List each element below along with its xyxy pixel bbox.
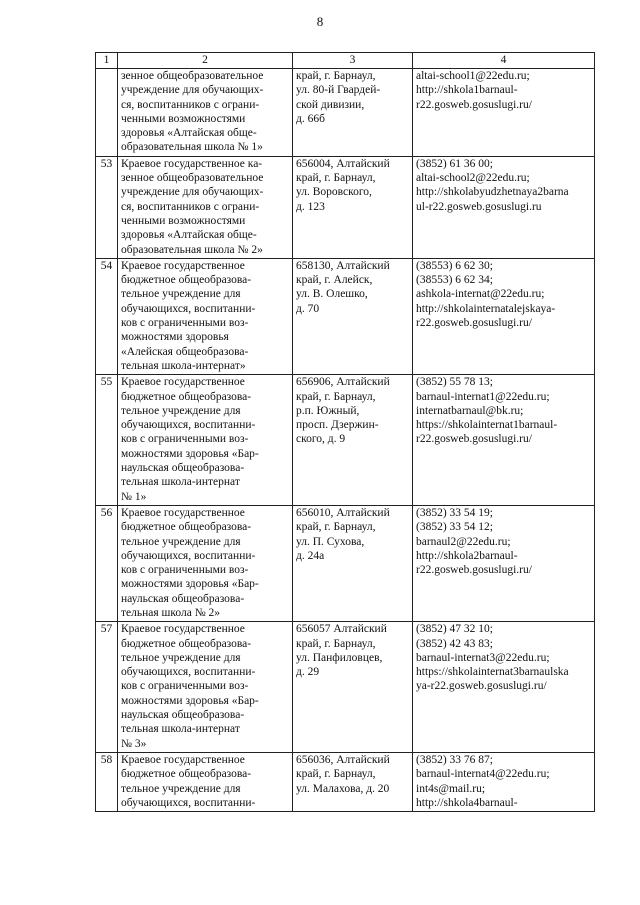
address-line: 658130, Алтайский (296, 259, 390, 272)
name-line: ченными возможностями (121, 214, 246, 227)
page-number: 8 (316, 14, 324, 29)
address-cell (293, 258, 413, 374)
address-line: ул. В. Олешко, (296, 288, 368, 301)
name-line: тельное учреждение для (121, 535, 241, 548)
contact-line: ul-r22.gosweb.gosuslugi.ru (416, 200, 542, 213)
contact-line: http://shkola4barnaul- (416, 796, 518, 809)
contact-line: barnaul2@22edu.ru; (416, 535, 511, 548)
name-line: зенное общеобразовательное (121, 172, 264, 185)
contacts-cell (413, 156, 595, 258)
name-line: Краевое государственное (121, 259, 245, 272)
institution-name-cell (118, 505, 293, 621)
institution-name-cell (118, 258, 293, 374)
contact-line: http://shkola2barnaul- (416, 549, 518, 562)
name-line: можностями здоровья «Бар- (121, 447, 259, 460)
table-row (96, 505, 595, 621)
table-row (96, 375, 595, 506)
row-number: 57 (96, 622, 118, 753)
address-line: край, г. Барнаул, (296, 172, 376, 185)
address-line: д. 66б (296, 112, 325, 125)
address-line: край, г. Барнаул, (296, 390, 376, 403)
table-row (96, 258, 595, 374)
institution-name-cell (118, 156, 293, 258)
address-line: ул. Панфиловцев, (296, 651, 383, 664)
contact-line: barnaul-internat3@22edu.ru; (416, 651, 550, 664)
name-line: № 1» (121, 490, 147, 503)
contact-line: ashkola-internat@22edu.ru; (416, 288, 545, 301)
address-line: край, г. Барнаул, (296, 768, 376, 781)
address-line: просп. Дзержин- (296, 419, 379, 432)
table-row (96, 69, 595, 157)
contact-line: r22.gosweb.gosuslugi.ru/ (416, 317, 532, 330)
name-line: ченными возможностями (121, 112, 246, 125)
name-line: ков с ограниченными воз- (121, 564, 249, 577)
contacts-cell (413, 752, 595, 811)
table-row (96, 622, 595, 753)
address-line: 656036, Алтайский (296, 753, 390, 766)
contacts-cell (413, 375, 595, 506)
name-line: № 3» (121, 737, 147, 750)
name-line: тельная школа-интернат» (121, 359, 246, 372)
name-line: обучающихся, воспитанни- (121, 302, 256, 315)
name-line: обучающихся, воспитанни- (121, 419, 256, 432)
table-header-row (96, 53, 595, 69)
institutions-table (95, 52, 595, 812)
contact-line: r22.gosweb.gosuslugi.ru/ (416, 98, 532, 111)
contact-line: barnaul-internat4@22edu.ru; (416, 768, 550, 781)
contact-line: altai-school1@22edu.ru; (416, 70, 530, 82)
address-line: ул. П. Сухова, (296, 535, 365, 548)
address-line: 656906, Алтайский (296, 376, 390, 389)
institution-name-cell (118, 752, 293, 811)
contact-line: r22.gosweb.gosuslugi.ru/ (416, 564, 532, 577)
contact-line: (3852) 42 43 83; (416, 637, 493, 650)
address-cell (293, 156, 413, 258)
name-line: наульская общеобразова- (121, 709, 245, 722)
contact-line: (3852) 47 32 10; (416, 623, 493, 636)
contact-line: http://shkolainternatalejskaya- (416, 302, 556, 315)
contact-line: (38553) 6 62 34; (416, 274, 493, 287)
address-line: край, г. Барнаул, (296, 521, 376, 534)
name-line: образовательная школа № 1» (121, 141, 263, 154)
name-line: Краевое государственное ка- (121, 157, 263, 170)
name-line: бюджетное общеобразова- (121, 274, 252, 287)
address-cell (293, 622, 413, 753)
address-line: д. 123 (296, 200, 325, 213)
contact-line: int4s@mail.ru; (416, 782, 486, 795)
address-line: д. 24а (296, 549, 325, 562)
row-number: 53 (96, 156, 118, 258)
name-line: Краевое государственное (121, 376, 245, 389)
contact-line: http://shkolabyudzhetnaya2barna (416, 186, 569, 199)
address-line: д. 70 (296, 302, 320, 315)
contact-line: (3852) 55 78 13; (416, 376, 493, 389)
name-line: тельная школа-интернат (121, 723, 240, 736)
institution-name-cell (118, 375, 293, 506)
column-header-3: 3 (293, 53, 413, 69)
name-line: бюджетное общеобразова- (121, 521, 252, 534)
name-line: тельное учреждение для (121, 404, 241, 417)
address-cell (293, 375, 413, 506)
name-line: наульская общеобразова- (121, 462, 245, 475)
address-line: ского, д. 9 (296, 433, 346, 446)
name-line: здоровья «Алтайская обще- (121, 127, 257, 140)
address-line: край, г. Барнаул, (296, 637, 376, 650)
address-line: край, г. Барнаул, (296, 70, 376, 82)
name-line: ся, воспитанников с ограни- (121, 200, 260, 213)
name-line: учреждение для обучающих- (121, 186, 264, 199)
name-line: тельное учреждение для (121, 782, 241, 795)
name-line: здоровья «Алтайская обще- (121, 229, 257, 242)
name-line: ков с ограниченными воз- (121, 680, 249, 693)
name-line: «Алейская общеобразова- (121, 345, 249, 358)
contacts-cell (413, 505, 595, 621)
table-row (96, 752, 595, 811)
contacts-cell (413, 69, 595, 157)
name-line: можностями здоровья «Бар- (121, 694, 259, 707)
contact-line: (3852) 61 36 00; (416, 157, 493, 170)
row-number (96, 69, 118, 157)
contact-line: ya-r22.gosweb.gosuslugi.ru/ (416, 680, 547, 693)
contact-line: (38553) 6 62 30; (416, 259, 493, 272)
column-header-2: 2 (118, 53, 293, 69)
name-line: тельное учреждение для (121, 651, 241, 664)
row-number: 58 (96, 752, 118, 811)
address-line: д. 29 (296, 666, 320, 679)
contact-line: https://shkolainternat1barnaul- (416, 419, 558, 432)
name-line: Краевое государственное (121, 623, 245, 636)
name-line: учреждение для обучающих- (121, 84, 264, 97)
name-line: наульская общеобразова- (121, 592, 245, 605)
address-line: 656057 Алтайский (296, 623, 387, 636)
contact-line: altai-school2@22edu.ru; (416, 172, 530, 185)
contacts-cell (413, 622, 595, 753)
contact-line: (3852) 33 76 87; (416, 753, 493, 766)
name-line: тельная школа-интернат (121, 476, 240, 489)
contacts-cell (413, 258, 595, 374)
address-line: ул. Воровского, (296, 186, 372, 199)
address-line: 656010, Алтайский (296, 506, 390, 519)
contact-line: internatbarnaul@bk.ru; (416, 404, 524, 417)
address-line: р.п. Южный, (296, 404, 360, 417)
address-line: край, г. Алейск, (296, 274, 373, 287)
name-line: можностями здоровья «Бар- (121, 578, 259, 591)
contact-line: http://shkola1barnaul- (416, 84, 518, 97)
address-line: ул. Малахова, д. 20 (296, 782, 390, 795)
name-line: ков с ограниченными воз- (121, 433, 249, 446)
column-header-1: 1 (96, 53, 118, 69)
row-number: 54 (96, 258, 118, 374)
table-row (96, 156, 595, 258)
name-line: можностями здоровья (121, 331, 229, 344)
name-line: бюджетное общеобразова- (121, 637, 252, 650)
name-line: бюджетное общеобразова- (121, 390, 252, 403)
name-line: обучающихся, воспитанни- (121, 666, 256, 679)
row-number: 56 (96, 505, 118, 621)
column-header-4: 4 (413, 53, 595, 69)
name-line: Краевое государственное (121, 753, 245, 766)
contact-line: https://shkolainternat3barnaulska (416, 666, 569, 679)
contact-line: barnaul-internat1@22edu.ru; (416, 390, 550, 403)
address-cell (293, 505, 413, 621)
name-line: зенное общеобразовательное (121, 70, 264, 82)
row-number: 55 (96, 375, 118, 506)
name-line: обучающихся, воспитанни- (121, 796, 256, 809)
institution-name-cell (118, 622, 293, 753)
contact-line: r22.gosweb.gosuslugi.ru/ (416, 433, 532, 446)
address-line: ской дивизии, (296, 98, 365, 111)
name-line: тельная школа № 2» (121, 606, 221, 619)
address-cell (293, 69, 413, 157)
address-cell (293, 752, 413, 811)
name-line: ся, воспитанников с ограни- (121, 98, 260, 111)
name-line: Краевое государственное (121, 506, 245, 519)
address-line: ул. 80-й Гвардей- (296, 84, 381, 97)
name-line: ков с ограниченными воз- (121, 317, 249, 330)
name-line: обучающихся, воспитанни- (121, 549, 256, 562)
name-line: тельное учреждение для (121, 288, 241, 301)
institution-name-cell (118, 69, 293, 157)
contact-line: (3852) 33 54 19; (416, 506, 493, 519)
address-line: 656004, Алтайский (296, 157, 390, 170)
name-line: бюджетное общеобразова- (121, 768, 252, 781)
contact-line: (3852) 33 54 12; (416, 521, 493, 534)
name-line: образовательная школа № 2» (121, 243, 263, 256)
